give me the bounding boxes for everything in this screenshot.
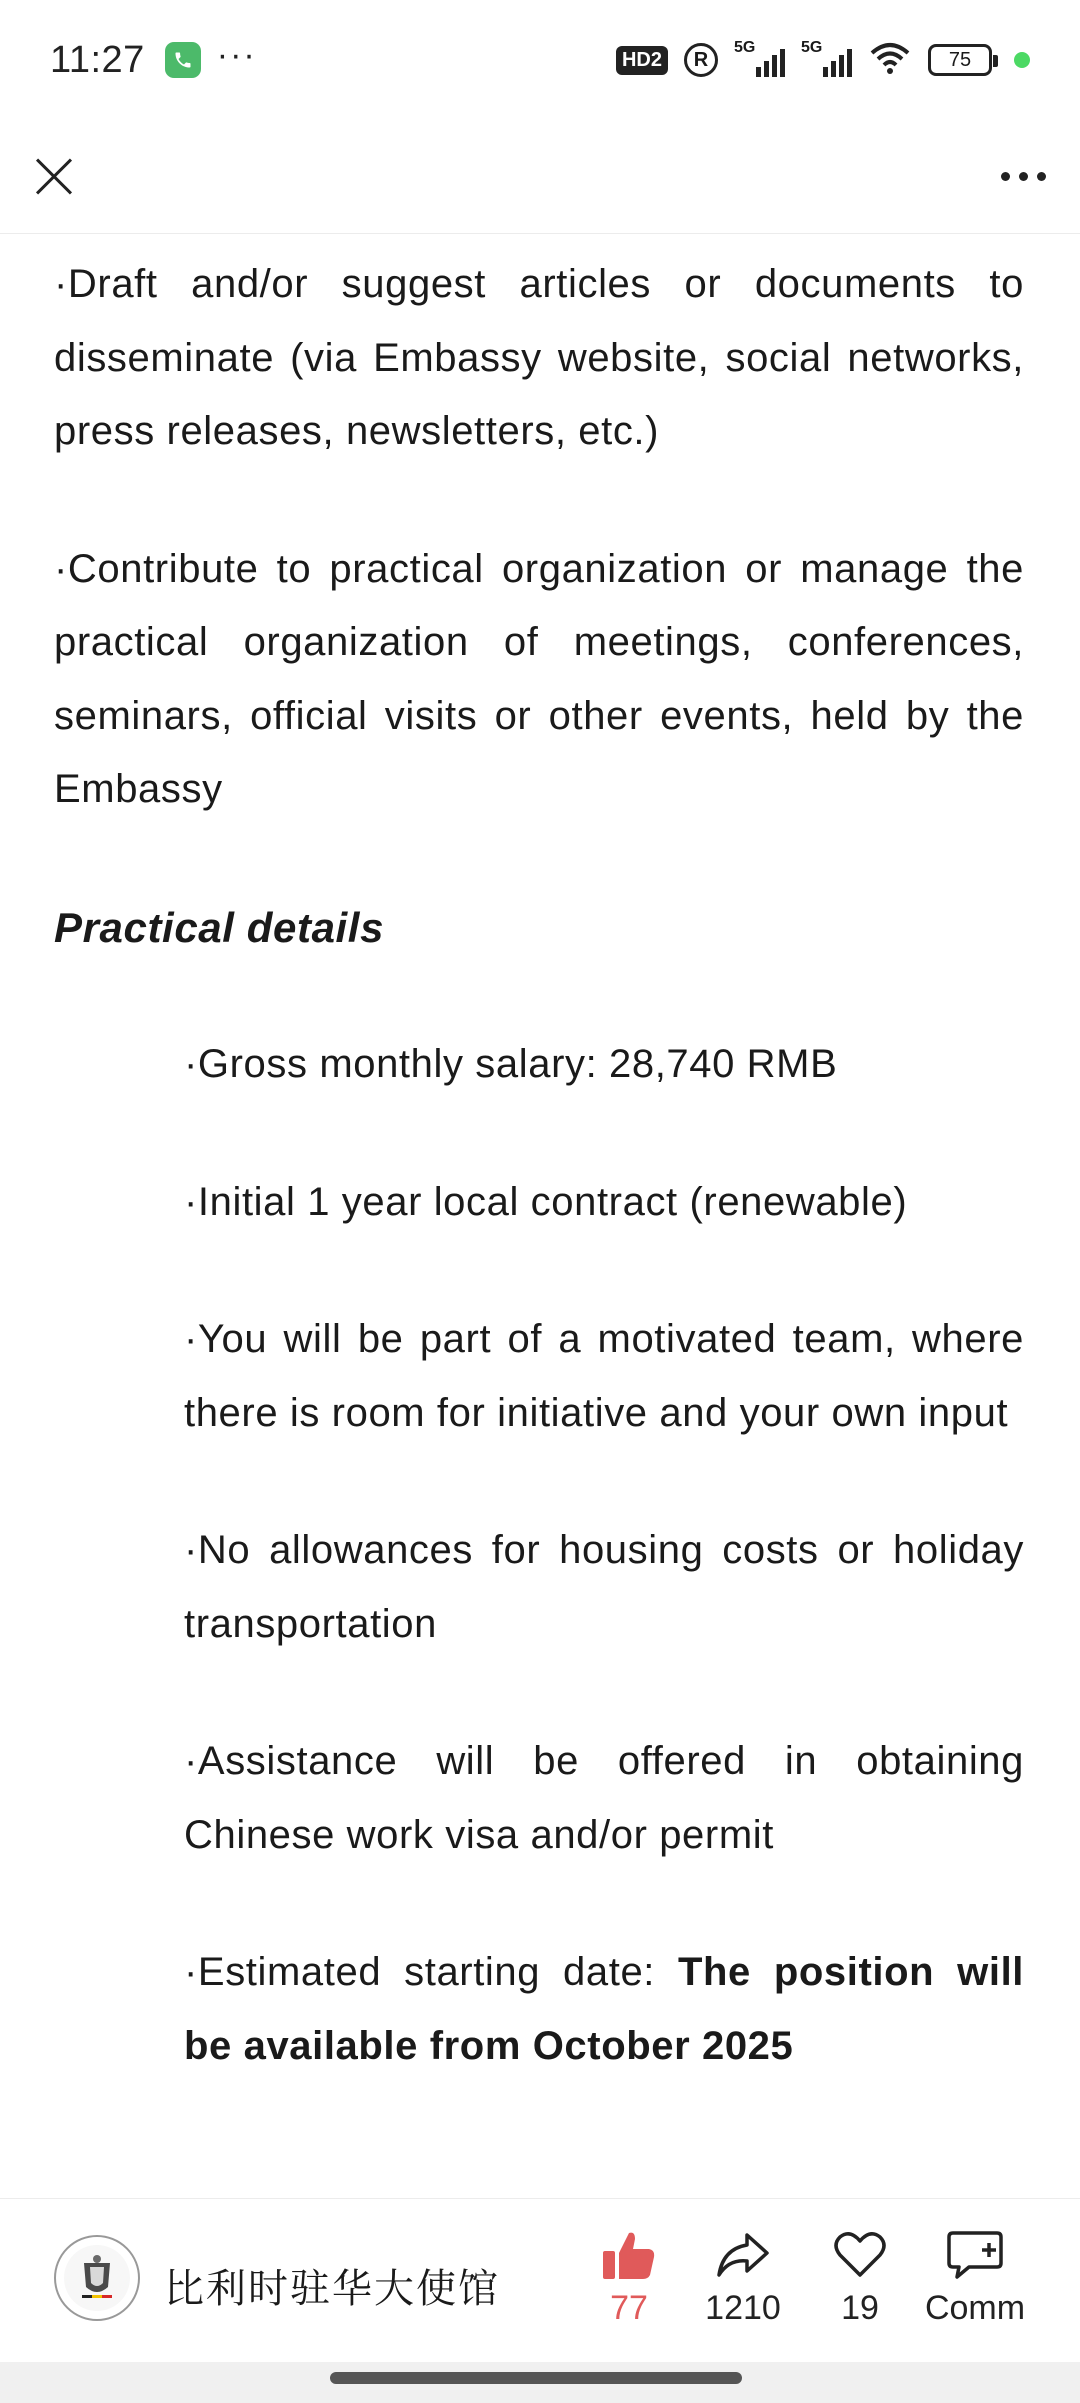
more-icon[interactable]: [1001, 162, 1046, 191]
like-count: 77: [610, 2289, 648, 2327]
phone-call-icon[interactable]: [165, 42, 201, 78]
list-item: ·You will be part of a motivated team, where there is room for initiative and your own input: [184, 1317, 1024, 1435]
list-item: ·Gross monthly salary: 28,740 RMB: [184, 1042, 838, 1086]
comment-label: Comm: [924, 2289, 1026, 2327]
heart-icon: [832, 2229, 888, 2281]
status-bar: [0, 0, 1080, 120]
signal-icon-sim1: [734, 39, 785, 77]
article-paragraph: ·Contribute to practical organization or manage the practical organization of meetings, conferences, seminars, official visits or other events, held by the Embassy: [54, 546, 1024, 811]
section-heading: Practical details: [54, 903, 385, 951]
list-item: ·Initial 1 year local contract (renewable): [184, 1179, 908, 1224]
sim2-network-label: 5G: [801, 39, 823, 56]
hd-voice-badge: HD2: [616, 46, 668, 75]
status-more-dots: ···: [216, 35, 257, 74]
article-paragraph: ·Draft and/or suggest articles or documents to disseminate (via Embassy website, social networks, press releases, newsletters, etc.): [54, 262, 1024, 453]
signal-icon-sim2: [801, 39, 852, 77]
status-indicators: [616, 41, 1030, 80]
favorite-button[interactable]: [795, 2229, 925, 2328]
status-time: 11:27: [50, 38, 145, 81]
close-icon[interactable]: [34, 157, 74, 197]
list-item-label: ·Estimated starting date:: [184, 1950, 678, 1994]
comment-add-icon: [947, 2229, 1003, 2281]
privacy-indicator-dot: [1014, 52, 1030, 68]
list-item: ·Assistance will be offered in obtaining Chinese work visa and/or permit: [184, 1739, 1024, 1857]
favorite-count: 19: [841, 2289, 879, 2327]
account-name[interactable]: 比利时驻华大使馆: [164, 2266, 500, 2312]
roaming-icon: R: [684, 43, 718, 77]
top-nav-bar: [0, 120, 1080, 234]
article-body: [54, 248, 1024, 2083]
list-item: [54, 1936, 1024, 2083]
gesture-bar-area: [0, 2362, 1080, 2403]
thumbs-up-icon: [601, 2229, 657, 2281]
account-avatar[interactable]: [54, 2235, 140, 2321]
battery-icon: 75: [928, 44, 992, 76]
sim1-network-label: 5G: [734, 39, 756, 56]
share-arrow-icon: [715, 2229, 771, 2281]
list-item: ·No allowances for housing costs or holiday transportation: [184, 1528, 1024, 1646]
share-button[interactable]: [678, 2229, 808, 2328]
embassy-crest-icon: [62, 2243, 132, 2313]
bottom-action-bar: [0, 2198, 1080, 2362]
home-indicator[interactable]: [330, 2372, 742, 2384]
wifi-icon: [868, 41, 912, 80]
start-date-highlight: The position will be available from October 2025: [184, 1950, 1024, 2068]
share-count: 1210: [705, 2289, 781, 2327]
comment-button[interactable]: [920, 2229, 1030, 2328]
like-button[interactable]: [564, 2229, 694, 2328]
